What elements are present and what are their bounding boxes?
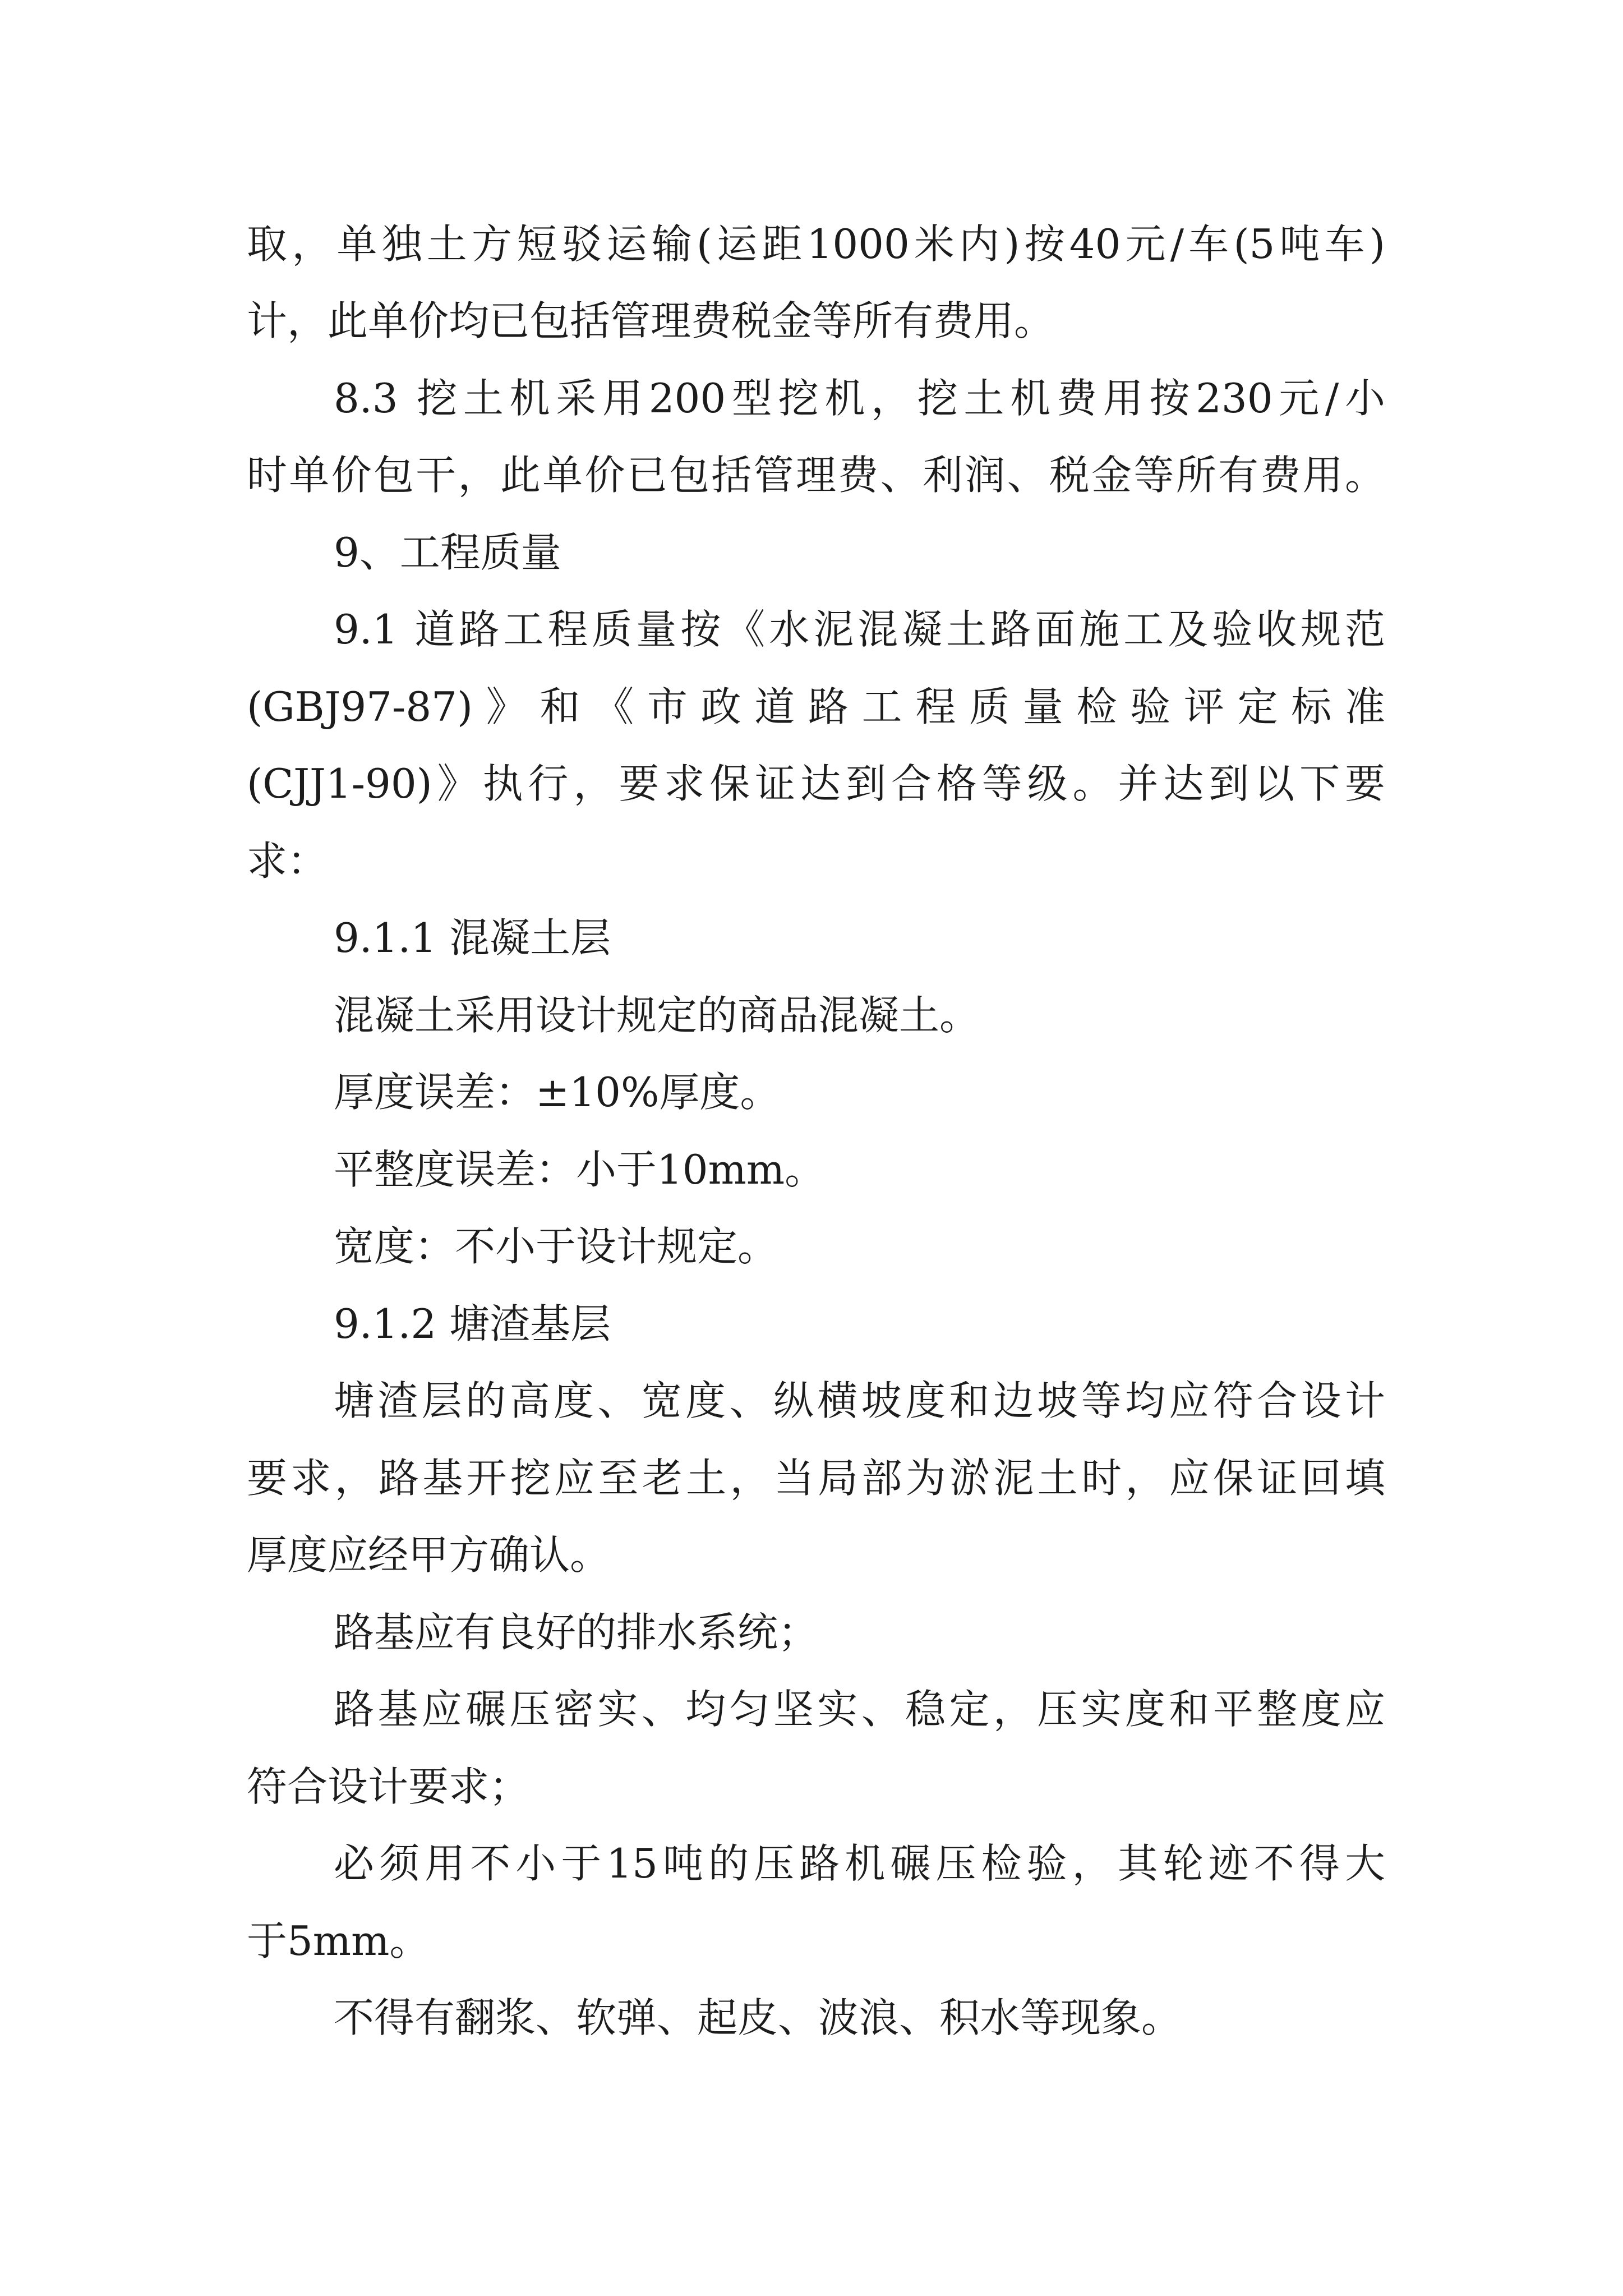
- text-line: 宽度：不小于设计规定。: [334, 1223, 778, 1270]
- text-line: 塘渣层的高度、宽度、纵横坡度和边坡等均应符合设计: [334, 1377, 1385, 1424]
- text-line: 求：: [247, 838, 328, 885]
- text-line: 厚度误差：±10%厚度。: [334, 1069, 781, 1116]
- text-line: (GBJ97-87)》和《市政道路工程质量检验评定标准: [247, 683, 1385, 730]
- text-line: 必须用不小于15吨的压路机碾压检验，其轮迹不得大: [334, 1840, 1385, 1887]
- text-line: 混凝土采用设计规定的商品混凝土。: [334, 992, 980, 1039]
- text-line: 路基应碾压密实、均匀坚实、稳定，压实度和平整度应: [334, 1686, 1385, 1733]
- text-line: (CJJ1-90)》执行，要求保证达到合格等级。并达到以下要: [247, 760, 1385, 807]
- text-line: 要求，路基开挖应至老土，当局部为淤泥土时，应保证回填: [247, 1455, 1385, 1502]
- text-line: 8.3 挖土机采用200型挖机，挖土机费用按230元/小: [334, 375, 1385, 422]
- text-line: 不得有翻浆、软弹、起皮、波浪、积水等现象。: [334, 1994, 1182, 2041]
- text-line: 9.1 道路工程质量按《水泥混凝土路面施工及验收规范: [334, 606, 1385, 653]
- text-line: 时单价包干，此单价已包括管理费、利润、税金等所有费用。: [247, 452, 1385, 499]
- text-line: 取，单独土方短驳运输(运距1000米内)按40元/车(5吨车): [247, 220, 1385, 268]
- text-line: 路基应有良好的排水系统；: [334, 1609, 819, 1656]
- text-line: 厚度应经甲方确认。: [247, 1531, 611, 1579]
- subsection-heading: 9.1.1 混凝土层: [334, 914, 611, 961]
- section-heading: 9、工程质量: [334, 529, 561, 576]
- text-line: 于5mm。: [247, 1917, 430, 1964]
- text-line: 计，此单价均已包括管理费税金等所有费用。: [247, 297, 1055, 344]
- text-line: 平整度误差：小于10mm。: [334, 1146, 826, 1193]
- subsection-heading: 9.1.2 塘渣基层: [334, 1300, 611, 1347]
- text-line: 符合设计要求；: [247, 1763, 530, 1810]
